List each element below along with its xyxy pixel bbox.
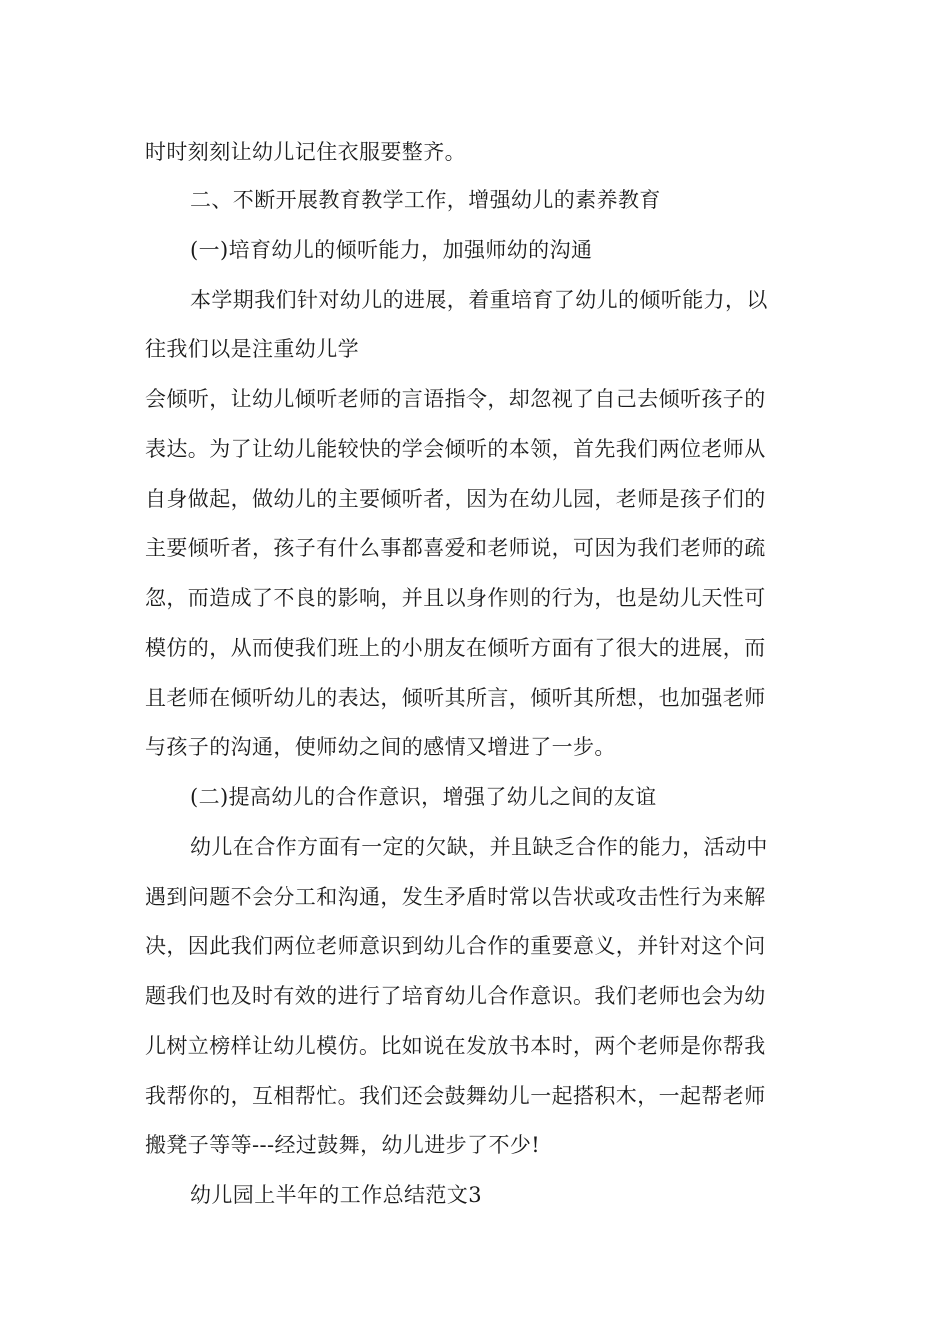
paragraph-line: 遇到问题不会分工和沟通，发生矛盾时常以告状或攻击性行为来解 [145, 885, 766, 909]
paragraph-line: 题我们也及时有效的进行了培育幼儿合作意识。我们老师也会为幼 [145, 984, 766, 1008]
section-heading: 二、不断开展教育教学工作，增强幼儿的素养教育 [190, 188, 661, 212]
paragraph-line: 搬凳子等等---经过鼓舞，幼儿进步了不少! [145, 1133, 541, 1157]
paragraph-line: 本学期我们针对幼儿的进展，着重培育了幼儿的倾听能力，以 [190, 288, 768, 312]
paragraph-line: 往我们以是注重幼儿学 [145, 337, 359, 361]
paragraph-line: 幼儿在合作方面有一定的欠缺，并且缺乏合作的能力，活动中 [190, 835, 768, 859]
paragraph-line: 会倾听，让幼儿倾听老师的言语指令，却忽视了自己去倾听孩子的 [145, 387, 766, 411]
paragraph-line: 表达。为了让幼儿能较快的学会倾听的本领，首先我们两位老师从 [145, 437, 766, 461]
paragraph-line: 我帮你的，互相帮忙。我们还会鼓舞幼儿一起搭积木，一起帮老师 [145, 1084, 766, 1108]
section-title: 幼儿园上半年的工作总结范文3 [190, 1183, 482, 1207]
paragraph-line: 忽，而造成了不良的影响，并且以身作则的行为，也是幼儿天性可 [145, 586, 766, 610]
paragraph-line: 与孩子的沟通，使师幼之间的感情又增进了一步。 [145, 735, 616, 759]
paragraph-line: 主要倾听者，孩子有什么事都喜爱和老师说，可因为我们老师的疏 [145, 536, 766, 560]
paragraph-line: 自身做起，做幼儿的主要倾听者，因为在幼儿园，老师是孩子们的 [145, 487, 766, 511]
paragraph-line: 时时刻刻让幼儿记住衣服要整齐。 [145, 140, 466, 164]
paragraph-line: 儿树立榜样让幼儿模仿。比如说在发放书本时，两个老师是你帮我 [145, 1034, 766, 1058]
paragraph-line: 决，因此我们两位老师意识到幼儿合作的重要意义，并针对这个问 [145, 934, 766, 958]
paragraph-line: 且老师在倾听幼儿的表达，倾听其所言，倾听其所想，也加强老师 [145, 686, 766, 710]
subsection-heading: (一)培育幼儿的倾听能力，加强师幼的沟通 [190, 238, 593, 262]
paragraph-line: 模仿的，从而使我们班上的小朋友在倾听方面有了很大的进展，而 [145, 636, 766, 660]
subsection-heading: (二)提高幼儿的合作意识，增强了幼儿之间的友谊 [190, 785, 657, 809]
